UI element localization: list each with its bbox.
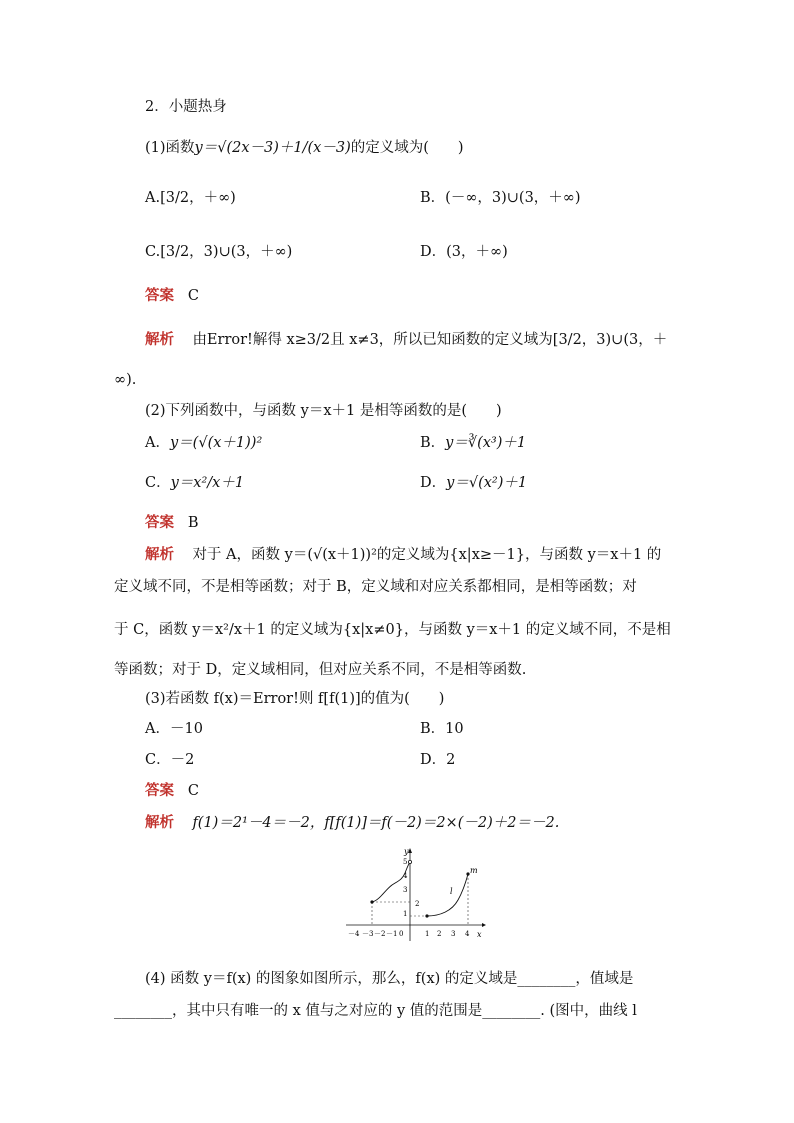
y-tick-3: 3 [403, 886, 408, 894]
q1-analysis [145, 330, 667, 350]
q3-option-b: B．10 [420, 721, 464, 737]
x-tick-neg4: －4 [348, 930, 360, 938]
q3-option-a: A．－10 [145, 721, 203, 737]
q1-stem-formula: y＝√(2x－3)＋1/(x－3) [194, 140, 351, 156]
curve-label-m: m [470, 866, 478, 875]
q3-option-c: C．－2 [145, 752, 195, 768]
q1-answer-label: 答案 [145, 288, 174, 304]
x-tick-1: 1 [425, 930, 430, 938]
y-axis-arrow [408, 848, 412, 853]
q2-analysis-line2: 定义域不同，不是相等函数；对于 B，定义域和对应关系都相同，是相等函数；对 [114, 579, 637, 595]
y-tick-2: 2 [415, 900, 420, 908]
q1-stem-suffix: 的定义域为( ) [350, 140, 464, 156]
q1-analysis-label: 解析 [145, 332, 174, 348]
q1-stem-prefix: (1)函数 [145, 140, 195, 156]
x-tick-neg2: －2 [374, 930, 386, 938]
q3-option-d: D．2 [420, 752, 456, 768]
q1-option-c: C.[3/2，3)∪(3，＋∞) [145, 244, 293, 260]
section-heading: 2．小题热身 [145, 99, 227, 115]
x-axis-label: x [477, 930, 482, 939]
y-tick-4: 4 [403, 872, 408, 880]
q2-option-b: B．y＝∛(x³)＋1 [420, 435, 527, 451]
y-axis-label: y [404, 847, 409, 856]
q3-answer [145, 781, 199, 801]
q3-answer-value: C [187, 783, 199, 799]
q3-analysis [145, 813, 559, 833]
q3-stem: (3)若函数 f(x)＝Error!则 f[f(1)]的值为( ) [145, 691, 445, 707]
q2-answer-value: B [187, 515, 199, 531]
y-tick-1: 1 [403, 910, 408, 918]
q2-answer-label: 答案 [145, 515, 174, 531]
point-left-start [370, 900, 373, 903]
q2-answer [145, 513, 198, 533]
point-left-end [408, 860, 411, 863]
q1-answer [145, 286, 199, 306]
point-right-start [425, 914, 428, 917]
q1-option-a: A.[3/2，＋∞) [145, 190, 236, 206]
q2-analysis-line1: 对于 A，函数 y＝(√(x＋1))²的定义域为{x|x≥－1}，与函数 y＝x＋1 的 [192, 547, 662, 563]
q2-option-a: A．y＝(√(x＋1))² [145, 435, 263, 451]
q2-analysis-label: 解析 [145, 547, 174, 563]
q1-answer-value: C [187, 288, 199, 304]
x-tick-0: 0 [399, 930, 404, 938]
curve-l [427, 874, 468, 916]
q2-analysis-line3: 于 C，函数 y＝x²/x＋1 的定义域为{x|x≠0}，与函数 y＝x＋1 的定义域不同，不是相 [114, 622, 671, 638]
q4-line2: ________，其中只有唯一的 x 值与之对应的 y 值的范围是________. (图中，曲线 l [114, 1003, 637, 1019]
q2-analysis [145, 545, 661, 565]
q2-analysis-line4: 等函数；对于 D，定义域相同，但对应关系不同，不是相等函数. [114, 662, 527, 678]
q1-analysis-line2: ∞). [114, 372, 137, 388]
q1-stem [145, 138, 464, 158]
q2-stem: (2)下列函数中，与函数 y＝x＋1 是相等函数的是( ) [145, 403, 502, 419]
x-axis-arrow [482, 923, 486, 927]
x-tick-neg1: －1 [386, 930, 398, 938]
x-tick-neg3: －3 [362, 930, 374, 938]
q1-analysis-line1: 由Error!解得 x≥3/2且 x≠3，所以已知函数的定义域为[3/2，3)∪(3，＋ [192, 332, 668, 348]
q3-analysis-label: 解析 [145, 815, 174, 831]
x-tick-4: 4 [465, 930, 470, 938]
x-tick-3: 3 [451, 930, 456, 938]
curve-left [372, 862, 410, 902]
y-tick-5: 5 [403, 858, 408, 866]
q2-option-c: C．y＝x²/x＋1 [145, 475, 245, 491]
q1-option-b: B．(－∞，3)∪(3，＋∞) [420, 190, 581, 206]
q3-answer-label: 答案 [145, 783, 174, 799]
x-tick-2: 2 [437, 930, 442, 938]
q2-option-d: D．y＝√(x²)＋1 [420, 475, 528, 491]
q1-option-d: D．(3，＋∞) [420, 244, 508, 260]
curve-label-l: l [450, 887, 453, 896]
function-graph [340, 845, 490, 945]
q4-line1: (4) 函数 y＝f(x) 的图象如图所示，那么，f(x) 的定义域是________，值域是 [145, 971, 634, 987]
q3-analysis-text: f(1)＝2¹－4＝－2，f[f(1)]＝f(－2)＝2×(－2)＋2＝－2. [192, 815, 560, 831]
